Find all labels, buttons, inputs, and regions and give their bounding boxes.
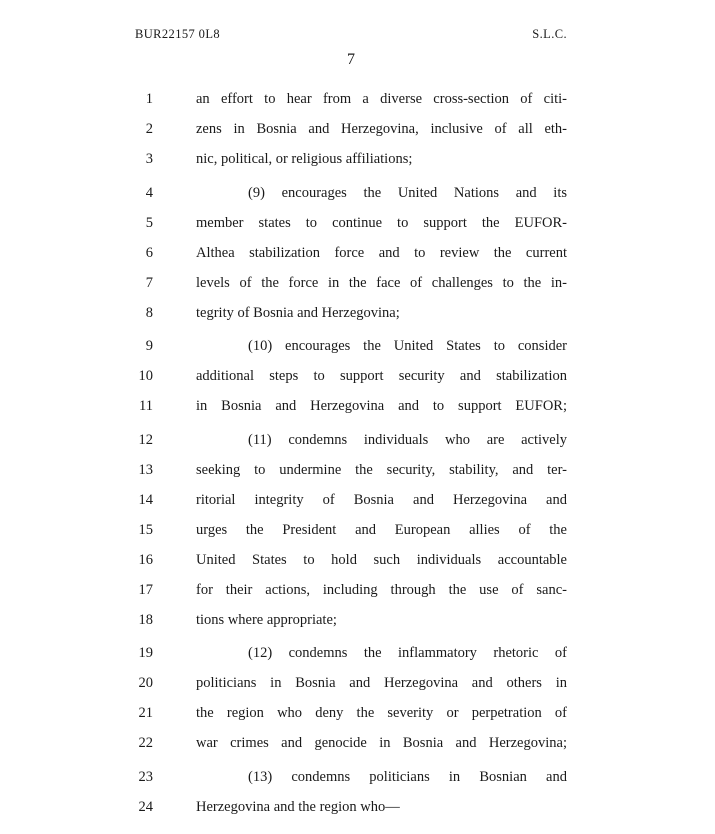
bill-line xyxy=(135,84,567,114)
line-text: (12) condemns the inflammatory rhetoric of xyxy=(248,645,567,661)
line-text: United States to hold such individuals accountable xyxy=(196,551,567,568)
bill-line xyxy=(135,114,567,144)
line-text: tions where appropriate; xyxy=(196,611,337,628)
line-text: an effort to hear from a diverse cross-section of citi- xyxy=(196,91,567,107)
bill-line xyxy=(135,668,567,698)
line-text: additional steps to support security and stabilization xyxy=(196,368,567,384)
line-number: 1 xyxy=(145,91,153,107)
line-text: urges the President and European allies of the xyxy=(196,521,567,538)
bill-line xyxy=(135,792,567,822)
line-number: 12 xyxy=(138,431,153,448)
line-text: Herzegovina and the region who— xyxy=(196,798,400,815)
line-text: the region who deny the severity or perpetration of xyxy=(196,705,567,721)
line-number: 7 xyxy=(145,274,153,291)
line-text: (9) encourages the United Nations and its xyxy=(248,184,567,201)
line-number: 21 xyxy=(138,705,153,721)
line-number: 24 xyxy=(138,798,153,815)
line-text: member states to continue to support the EUFOR- xyxy=(196,214,567,231)
bill-line xyxy=(135,268,567,298)
bill-line xyxy=(135,238,567,268)
bill-line xyxy=(135,605,567,635)
line-text: tegrity of Bosnia and Herzegovina; xyxy=(196,304,400,321)
line-text: nic, political, or religious affiliations; xyxy=(196,151,413,167)
line-text: zens in Bosnia and Herzegovina, inclusive of all eth- xyxy=(196,121,567,137)
bill-line xyxy=(135,545,567,575)
line-number: 19 xyxy=(138,645,153,661)
bill-line xyxy=(135,391,567,421)
line-number: 3 xyxy=(145,151,153,167)
bill-line xyxy=(135,762,567,792)
bill-line xyxy=(135,298,567,328)
bill-line xyxy=(135,455,567,485)
line-text: (13) condemns politicians in Bosnian and xyxy=(248,768,567,785)
bill-line xyxy=(135,515,567,545)
line-text: in Bosnia and Herzegovina and to support EUFOR; xyxy=(196,398,567,414)
bill-line xyxy=(135,485,567,515)
line-text: for their actions, including through the use of sanc- xyxy=(196,581,567,598)
line-number: 13 xyxy=(138,461,153,478)
line-number: 18 xyxy=(138,611,153,628)
line-number: 20 xyxy=(138,675,153,691)
line-number: 10 xyxy=(138,368,153,384)
bill-line xyxy=(135,361,567,391)
bill-line xyxy=(135,728,567,758)
bill-line xyxy=(135,178,567,208)
line-number: 9 xyxy=(145,338,153,354)
line-number: 17 xyxy=(138,581,153,598)
line-number: 22 xyxy=(138,735,153,751)
line-number: 6 xyxy=(145,244,153,261)
line-number: 4 xyxy=(145,184,153,201)
line-number: 5 xyxy=(145,214,153,231)
line-number: 23 xyxy=(138,768,153,785)
line-text: (10) encourages the United States to consider xyxy=(248,338,567,354)
line-text: politicians in Bosnia and Herzegovina and others in xyxy=(196,675,567,691)
line-number: 16 xyxy=(138,551,153,568)
line-number: 15 xyxy=(138,521,153,538)
line-number: 11 xyxy=(139,398,153,414)
bill-text-body xyxy=(135,84,567,822)
bill-line xyxy=(135,144,567,174)
line-number: 8 xyxy=(145,304,153,321)
bill-line xyxy=(135,208,567,238)
bill-line xyxy=(135,425,567,455)
line-text: Althea stabilization force and to review the current xyxy=(196,244,567,261)
line-number: 14 xyxy=(138,491,153,508)
bill-line xyxy=(135,331,567,361)
bill-line xyxy=(135,638,567,668)
line-text: levels of the force in the face of challenges to the in- xyxy=(196,274,567,291)
line-text: war crimes and genocide in Bosnia and Herzegovina; xyxy=(196,735,567,751)
slc-label: S.L.C. xyxy=(532,27,567,41)
line-text: ritorial integrity of Bosnia and Herzegovina and xyxy=(196,491,567,508)
bill-line xyxy=(135,698,567,728)
line-text: (11) condemns individuals who are actively xyxy=(248,431,567,448)
bill-line xyxy=(135,575,567,605)
document-code: BUR22157 0L8 xyxy=(135,27,221,41)
line-text: seeking to undermine the security, stability, and ter- xyxy=(196,461,567,478)
page-number: 7 xyxy=(347,51,355,68)
line-number: 2 xyxy=(145,121,153,137)
